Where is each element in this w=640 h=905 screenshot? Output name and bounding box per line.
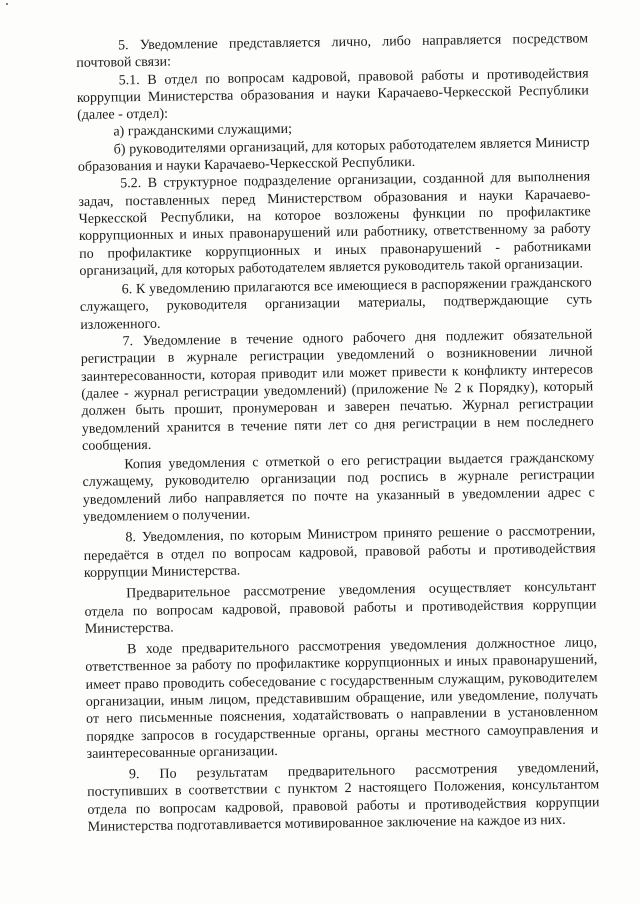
paragraph-8-preliminary: Предварительное рассмотрение уведомления осуществляет консультант отдела по вопросам кадровой, правовой работы и противодействия коррупции Министерства. [84, 579, 597, 637]
paragraph-7-copy: Копия уведомления с отметкой о его регистрации выдается гражданскому служащему, руководителю организации под роспись в журнале регистрации уведомлений либо направляется по почте на указанный в уведомлении адрес с уведомлением о получении. [82, 450, 595, 525]
document-body [76, 30, 600, 836]
scan-speck [6, 3, 8, 5]
paragraph-8-review: В ходе предварительного рассмотрения уведомления должностное лицо, ответственное за работу по профилактике коррупционных и иных правонарушений, имеет право проводить собеседование с государственным служащим, руководителем организации, иным лицом, представившим обращение, или уведомление, получать от него письменные пояснения, ходатайствовать о направлении в установленном порядке запросов в государственные органы, органы местного самоуправления и заинтересованные организации. [85, 635, 599, 762]
paragraph-8: 8. Уведомления, по которым Министром принято решение о рассмотрении, передаётся в отдел по вопросам кадровой, правовой работы и противодействия коррупции Министерства. [83, 523, 596, 581]
paragraph-7: 7. Уведомление в течение одного рабочего дня подлежит обязательной регистрации в журнале регистрации уведомлений о возникновении личной заинтересованности, которая приводит или может привести к конфликту интересов (далее - журнал регистрации уведомлений) (приложение № 2 к Порядку), который должен быть прошит, пронумерован и заверен печатью. Журнал регистрации уведомлений хранится в течение пяти лет со дня регистрации в нем последнего сообщения. [80, 327, 594, 454]
paragraph-9: 9. По результатам предварительного рассмотрения уведомлений, поступивших в соответствии с пунктом 2 настоящего Положения, консультантом отдела по вопросам кадровой, правовой работы и противодействия коррупции Министерства подготавливается мотивированное заключение на каждое из них. [87, 760, 600, 835]
paragraph-5: 5. Уведомление представляется лично, либо направляется посредством почтовой связи: [76, 31, 589, 72]
paragraph-6: 6. К уведомлению прилагаются все имеющиеся в распоряжении гражданского служащего, руководителя организации материалы, подтверждающие суть изложенного. [79, 275, 593, 333]
paragraph-5-1-a: а) гражданскими служащими; [113, 122, 293, 140]
paragraph-5-1-b: б) руководителями организаций, для которых работодателем является Министр образования и науки Карачаево-Черкесской Республики. [77, 135, 590, 176]
paragraph-5-2: 5.2. В структурное подразделение организации, созданной для выполнения задач, поставленных перед Министерством образования и науки Карачаево-Черкесской Республики, на которое возложены функции по профилактике коррупционных и иных правонарушений или работнику, ответственному за работу по профилактике коррупционных и иных правонарушений - работниками организаций, для которых работодателем является руководитель такой организации. [78, 169, 592, 279]
paragraph-5-1: 5.1. В отдел по вопросам кадровой, правовой работы и противодействия коррупции Министерства образования и науки Карачаево-Черкесской Республики (далее - отдел): [76, 65, 589, 124]
